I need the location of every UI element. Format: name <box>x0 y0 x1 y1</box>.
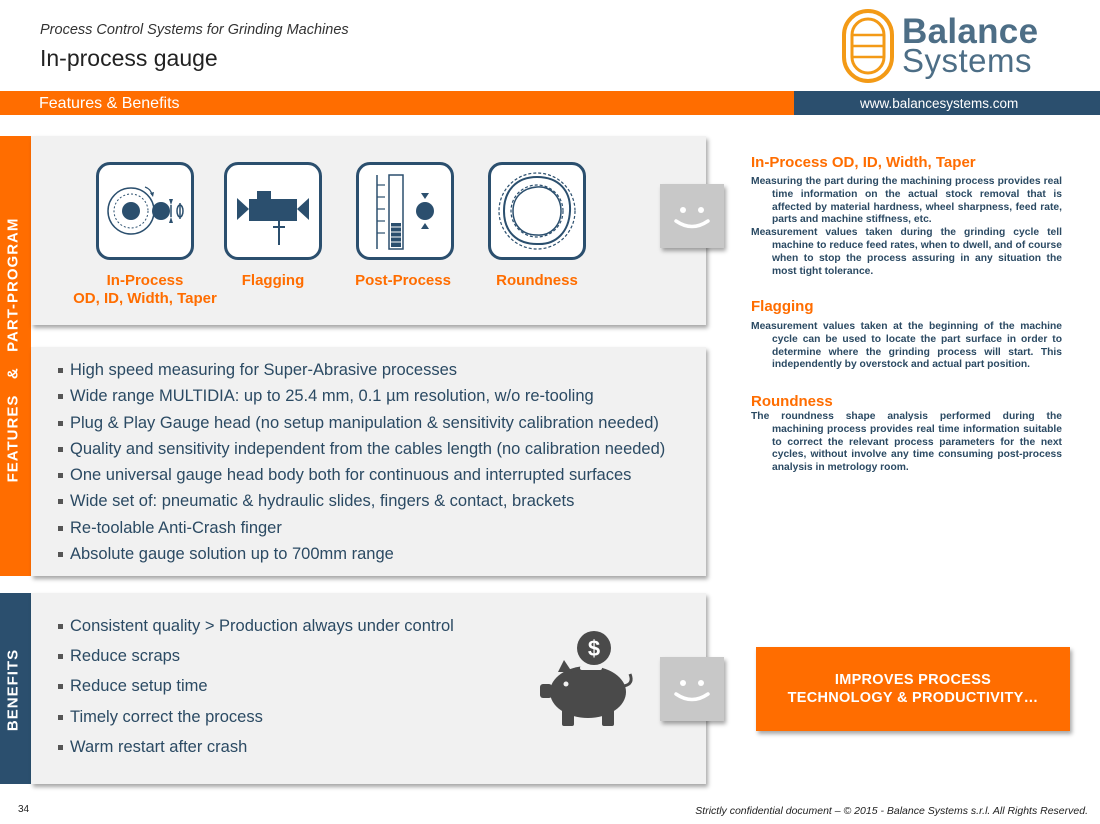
logo-text-systems: Systems <box>902 42 1033 79</box>
improves-callout <box>756 647 1070 731</box>
svg-text:$: $ <box>587 636 601 661</box>
list-item: Wide range MULTIDIA: up to 25.4 mm, 0.1 µm resolution, w/o re-tooling <box>38 383 703 409</box>
roundness-description <box>751 411 1062 475</box>
list-item: Reduce setup time <box>38 671 518 701</box>
page-title: In-process gauge <box>40 45 218 71</box>
list-item: Re-toolable Anti-Crash finger <box>38 515 703 541</box>
in-process-paragraph-2: Measurement values taken during the grinding cycle tell machine to reduce feed rates, when to dwell, and of course when to stop the process assuring in any situation the most tight tolerance. <box>751 227 1062 277</box>
benefits-sidebar-label: BENEFITS <box>4 648 22 732</box>
flagging-icon <box>224 162 322 260</box>
piggy-bank-icon <box>536 626 636 728</box>
callout-line-1: IMPROVES PROCESS <box>834 672 992 688</box>
in-process-label <box>60 272 230 308</box>
in-process-description <box>751 176 1062 278</box>
logo-text-balance: Balance <box>902 12 1039 51</box>
post-process-icon <box>356 162 454 260</box>
features-list <box>38 357 703 567</box>
callout-line-2: TECHNOLOGY & PRODUCTIVITY… <box>787 690 1039 706</box>
flagging-description <box>751 321 1062 372</box>
list-item: Consistent quality > Production always under control <box>38 611 518 641</box>
in-process-gauge-icon <box>96 162 194 260</box>
confidential-notice: Strictly confidential document – © 2015 - Balance Systems s.r.l. All Rights Reserved. <box>695 805 1088 817</box>
list-item: One universal gauge head body both for continuous and interrupted surfaces <box>38 462 703 488</box>
benefits-list <box>38 611 518 762</box>
balance-systems-logo-icon <box>841 8 895 84</box>
post-process-label: Post-Process <box>355 272 451 289</box>
list-item: Reduce scraps <box>38 641 518 671</box>
list-item: Absolute gauge solution up to 700mm range <box>38 541 703 567</box>
features-sidebar-label: FEATURES & PART-PROGRAM <box>4 217 22 483</box>
smiley-icon <box>660 184 724 248</box>
roundness-heading: Roundness <box>751 393 833 410</box>
roundness-label: Roundness <box>496 272 578 289</box>
list-item: Wide set of: pneumatic & hydraulic slides, fingers & contact, brackets <box>38 488 703 514</box>
list-item: Plug & Play Gauge head (no setup manipulation & sensitivity calibration needed) <box>38 410 703 436</box>
smiley-icon <box>660 657 724 721</box>
list-item: Quality and sensitivity independent from the cables length (no calibration needed) <box>38 436 703 462</box>
roundness-paragraph: The roundness shape analysis performed during the machining process provides real time information suitable to correct the relevant process parameters for the next cycles, without involve any time consuming post-process analysis in metrology room. <box>751 411 1062 474</box>
in-process-paragraph-1: Measuring the part during the machining process provides real time information on the actual stock removal that is affected by material hardness, wheel sharpness, feed rate, parts and machine stiffness, etc. <box>751 176 1062 226</box>
list-item: Timely correct the process <box>38 702 518 732</box>
website-link[interactable]: www.balancesystems.com <box>860 96 1019 111</box>
document-subtitle: Process Control Systems for Grinding Machines <box>40 22 349 38</box>
in-process-label-line1: In-Process <box>106 272 184 289</box>
flagging-label: Flagging <box>241 272 305 289</box>
flagging-heading: Flagging <box>751 298 814 315</box>
in-process-label-line2: OD, ID, Width, Taper <box>73 290 217 307</box>
section-label: Features & Benefits <box>39 95 180 112</box>
roundness-icon <box>488 162 586 260</box>
list-item: Warm restart after crash <box>38 732 518 762</box>
flagging-paragraph: Measurement values taken at the beginning of the machine cycle can be used to locate the part surface in order to determine where the grinding process will start. This independently by overstock and actual part position. <box>751 321 1062 371</box>
list-item: High speed measuring for Super-Abrasive processes <box>38 357 703 383</box>
in-process-heading: In-Process OD, ID, Width, Taper <box>751 154 976 171</box>
page-number: 34 <box>18 804 30 815</box>
